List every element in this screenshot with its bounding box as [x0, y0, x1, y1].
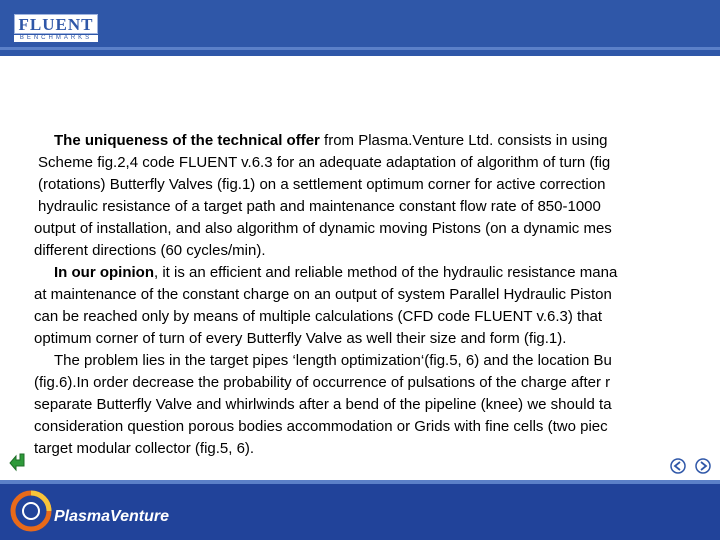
plasma-swirl-logo-icon — [8, 488, 54, 534]
body-line — [34, 130, 720, 152]
body-text-span: from Plasma.Venture Ltd. consists in using — [319, 132, 608, 149]
brand-name: PlasmaVenture — [54, 508, 170, 525]
body-line: target modular collector (fig.5, 6). — [34, 440, 255, 457]
body-line: Scheme fig.2,4 code FLUENT v.6.3 for an adequate adaptation of algorithm of turn (fig — [38, 154, 611, 171]
body-line: output of installation, and also algorithm of dynamic moving Pistons (on a dynamic mes — [34, 220, 612, 237]
body-line: at maintenance of the constant charge on an output of system Parallel Hydraulic Piston — [34, 286, 612, 303]
body-line: optimum corner of turn of every Butterfly Valve as well their size and form (fig.1). — [34, 330, 567, 347]
forward-circle-icon[interactable] — [695, 458, 711, 474]
fluent-logo — [14, 14, 98, 42]
back-circle-icon[interactable] — [670, 458, 686, 474]
body-line: (fig.6).In order decrease the probability of occurrence of pulsations of the charge after r — [34, 374, 611, 391]
proposal-body — [34, 130, 720, 460]
body-bold-phrase: In our opinion — [54, 264, 154, 281]
fluent-logo-text: FLUENT — [14, 14, 98, 34]
body-line: hydraulic resistance of a target path and maintenance constant flow rate of 850-1000 — [38, 198, 601, 215]
header-stripe — [0, 47, 720, 50]
body-line: separate Butterfly Valve and whirlwinds after a bend of the pipeline (knee) we should ta — [34, 396, 612, 413]
body-line: can be reached only by means of multiple calculations (CFD code FLUENT v.6.3) that — [34, 308, 603, 325]
body-line: The problem lies in the target pipes ‘length optimization‘(fig.5, 6) and the location Bu — [54, 352, 612, 369]
body-bold-phrase: The uniqueness of the technical offer — [54, 132, 320, 149]
body-line: (rotations) Butterfly Valves (fig.1) on a settlement optimum corner for active correction — [38, 176, 606, 193]
fluent-logo-subtext: BENCHMARKS — [14, 35, 98, 42]
body-line: different directions (60 cycles/min). — [34, 242, 266, 259]
body-line: consideration question porous bodies accommodation or Grids with fine cells (two piec — [34, 418, 608, 435]
body-line — [34, 262, 720, 284]
green-back-arrow-icon[interactable] — [8, 452, 28, 472]
header-bar — [0, 0, 720, 56]
body-text-span: , it is an efficient and reliable method of the hydraulic resistance mana — [153, 264, 618, 281]
footer-band — [0, 480, 720, 484]
